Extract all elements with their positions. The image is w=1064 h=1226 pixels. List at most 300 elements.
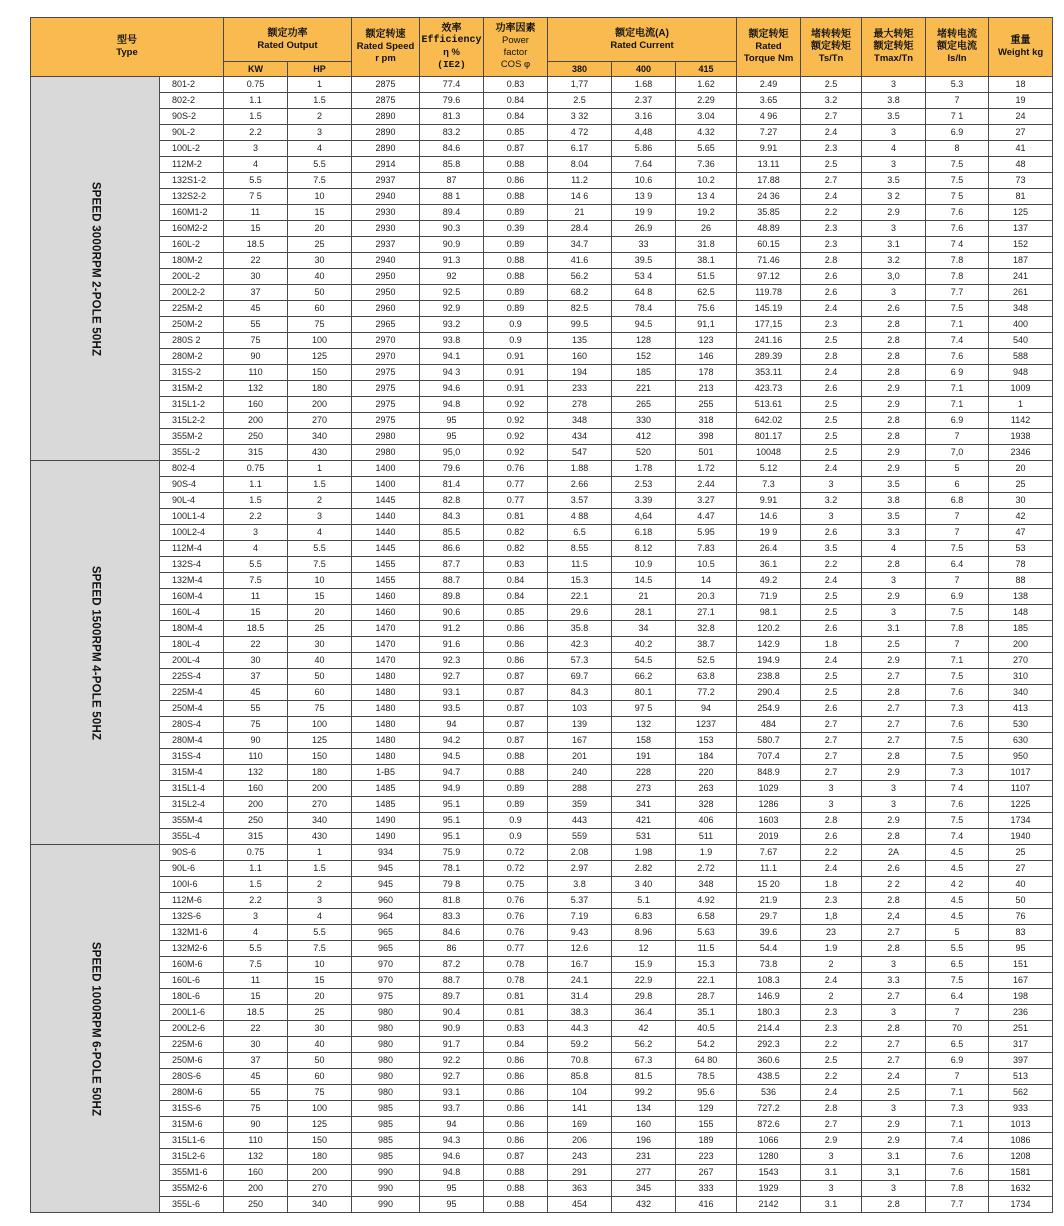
table-cell: 1 <box>288 77 352 93</box>
header-weight: 重量 Weight kg <box>989 18 1053 77</box>
table-cell: 3 <box>288 509 352 525</box>
table-cell: 37 <box>224 285 288 301</box>
motor-type-cell: 160M2-2 <box>160 221 224 237</box>
table-cell: 0.84 <box>484 93 548 109</box>
motor-type-cell: 100I-6 <box>160 877 224 893</box>
table-cell: 1.5 <box>288 477 352 493</box>
table-cell: 359 <box>548 797 612 813</box>
table-cell: 7.36 <box>676 157 737 173</box>
table-cell: 0.81 <box>484 989 548 1005</box>
table-cell: 85.8 <box>548 1069 612 1085</box>
table-cell: 0.83 <box>484 77 548 93</box>
table-cell: 81.5 <box>612 1069 676 1085</box>
table-cell: 77.4 <box>420 77 484 93</box>
table-cell: 75.9 <box>420 845 484 861</box>
speed-group-label <box>31 845 160 1213</box>
table-cell: 255 <box>676 397 737 413</box>
table-cell: 2.49 <box>737 77 801 93</box>
table-row <box>31 1037 1053 1053</box>
table-cell: 6.83 <box>612 909 676 925</box>
table-cell: 0.89 <box>484 797 548 813</box>
table-cell: 26.4 <box>737 541 801 557</box>
table-cell: 2930 <box>352 221 420 237</box>
table-cell: 2975 <box>352 381 420 397</box>
table-cell: 2.44 <box>676 477 737 493</box>
table-cell: 801.17 <box>737 429 801 445</box>
table-cell: 430 <box>288 829 352 845</box>
table-cell: 10048 <box>737 445 801 461</box>
table-cell: 1632 <box>989 1181 1053 1197</box>
table-cell: 169 <box>548 1117 612 1133</box>
table-cell: 231 <box>612 1149 676 1165</box>
table-cell: 0.72 <box>484 845 548 861</box>
table-cell: 2.3 <box>801 1005 862 1021</box>
table-cell: 153 <box>676 733 737 749</box>
table-cell: 2 <box>801 957 862 973</box>
table-cell: 3.5 <box>862 173 926 189</box>
table-cell: 270 <box>288 797 352 813</box>
table-cell: 59.2 <box>548 1037 612 1053</box>
table-cell: 1470 <box>352 621 420 637</box>
table-row <box>31 525 1053 541</box>
table-cell: 213 <box>676 381 737 397</box>
header-rated-output: 额定功率 Rated Output <box>224 18 352 62</box>
table-cell: 3 <box>862 605 926 621</box>
table-cell: 125 <box>989 205 1053 221</box>
table-row <box>31 1101 1053 1117</box>
table-cell: 94.5 <box>612 317 676 333</box>
table-cell: 123 <box>676 333 737 349</box>
table-cell: 1 <box>288 461 352 477</box>
table-cell: 1107 <box>989 781 1053 797</box>
table-cell: 7 1 <box>926 109 989 125</box>
table-row <box>31 93 1053 109</box>
table-cell: 1400 <box>352 461 420 477</box>
table-cell: 160 <box>548 349 612 365</box>
table-cell: 17.88 <box>737 173 801 189</box>
table-cell: 330 <box>612 413 676 429</box>
table-cell: 2970 <box>352 333 420 349</box>
table-cell: 7.5 <box>926 669 989 685</box>
table-cell: 0.86 <box>484 621 548 637</box>
table-cell: 7.5 <box>926 541 989 557</box>
table-cell: 0.84 <box>484 589 548 605</box>
table-cell: 94.8 <box>420 397 484 413</box>
table-cell: 22.1 <box>548 589 612 605</box>
table-cell: 64 8 <box>612 285 676 301</box>
table-cell: 200 <box>288 397 352 413</box>
table-cell: 315 <box>224 829 288 845</box>
table-cell: 0.85 <box>484 605 548 621</box>
table-cell: 4 <box>224 541 288 557</box>
table-row <box>31 269 1053 285</box>
table-row <box>31 221 1053 237</box>
table-cell: 60 <box>288 685 352 701</box>
table-cell: 0.9 <box>484 317 548 333</box>
table-cell: 85.8 <box>420 157 484 173</box>
header-efficiency: 效率 Efficiency η % (IE2) <box>420 18 484 77</box>
table-cell: 3 <box>862 1101 926 1117</box>
table-cell: 2.5 <box>548 93 612 109</box>
table-cell: 10 <box>288 573 352 589</box>
table-cell: 2.5 <box>801 445 862 461</box>
table-cell: 1480 <box>352 669 420 685</box>
table-row <box>31 285 1053 301</box>
header-hp: HP <box>288 62 352 77</box>
table-cell: 48.89 <box>737 221 801 237</box>
table-cell: 2.7 <box>801 173 862 189</box>
table-cell: 11.5 <box>548 557 612 573</box>
table-cell: 423.73 <box>737 381 801 397</box>
table-cell: 1470 <box>352 637 420 653</box>
table-cell: 3 <box>862 1005 926 1021</box>
table-row <box>31 109 1053 125</box>
table-cell: 14.5 <box>612 573 676 589</box>
table-cell: 2.6 <box>801 381 862 397</box>
table-cell: 93.2 <box>420 317 484 333</box>
table-cell: 363 <box>548 1181 612 1197</box>
table-cell: 438.5 <box>737 1069 801 1085</box>
table-cell: 77.2 <box>676 685 737 701</box>
table-cell: 40 <box>288 1037 352 1053</box>
table-cell: 0.86 <box>484 653 548 669</box>
table-cell: 4 <box>288 909 352 925</box>
table-cell: 34 <box>612 621 676 637</box>
table-cell: 26.9 <box>612 221 676 237</box>
table-cell: 980 <box>352 1069 420 1085</box>
table-row <box>31 541 1053 557</box>
motor-type-cell: 100L-2 <box>160 141 224 157</box>
table-cell: 1.5 <box>224 493 288 509</box>
table-cell: 3.1 <box>862 1149 926 1165</box>
table-cell: 288 <box>548 781 612 797</box>
table-cell: 3.5 <box>862 109 926 125</box>
table-cell: 2875 <box>352 77 420 93</box>
table-cell: 0.77 <box>484 477 548 493</box>
table-cell: 985 <box>352 1133 420 1149</box>
table-cell: 5.86 <box>612 141 676 157</box>
table-cell: 1 <box>288 845 352 861</box>
motor-type-cell: 225M-2 <box>160 301 224 317</box>
table-cell: 2.8 <box>862 829 926 845</box>
table-cell: 2875 <box>352 93 420 109</box>
table-cell: 0.86 <box>484 1053 548 1069</box>
motor-type-cell: 225S-4 <box>160 669 224 685</box>
table-cell: 7.5 <box>288 557 352 573</box>
table-cell: 2 <box>801 989 862 1005</box>
table-cell: 0.87 <box>484 685 548 701</box>
table-cell: 13 9 <box>612 189 676 205</box>
table-cell: 2.6 <box>801 269 862 285</box>
table-row <box>31 349 1053 365</box>
table-cell: 95.1 <box>420 829 484 845</box>
motor-type-cell: 801-2 <box>160 77 224 93</box>
table-cell: 3.2 <box>862 253 926 269</box>
table-cell: 7.5 <box>926 173 989 189</box>
table-cell: 7.6 <box>926 1149 989 1165</box>
table-cell: 30 <box>288 253 352 269</box>
table-cell: 536 <box>737 1085 801 1101</box>
table-cell: 39.5 <box>612 253 676 269</box>
table-cell: 4.5 <box>926 893 989 909</box>
table-cell: 54.5 <box>612 653 676 669</box>
table-row <box>31 125 1053 141</box>
table-cell: 1-B5 <box>352 765 420 781</box>
table-cell: 513.61 <box>737 397 801 413</box>
table-cell: 45 <box>224 301 288 317</box>
table-cell: 26 <box>676 221 737 237</box>
table-cell: 2.4 <box>801 301 862 317</box>
motor-type-cell: 315M-4 <box>160 765 224 781</box>
table-cell: 2.8 <box>862 1021 926 1037</box>
table-cell: 73 <box>989 173 1053 189</box>
table-cell: 70.8 <box>548 1053 612 1069</box>
table-row <box>31 1069 1053 1085</box>
table-cell: 223 <box>676 1149 737 1165</box>
table-cell: 200 <box>989 637 1053 653</box>
table-cell: 0.88 <box>484 1165 548 1181</box>
table-cell: 10 <box>288 189 352 205</box>
table-cell: 1.5 <box>224 877 288 893</box>
table-cell: 348 <box>989 301 1053 317</box>
table-cell: 15 <box>288 973 352 989</box>
speed-group-text: SPEED 1000RPM 6-POLE 50HZ <box>89 941 102 1116</box>
table-cell: 3.8 <box>862 93 926 109</box>
table-cell: 45 <box>224 1069 288 1085</box>
motor-type-cell: 90S-6 <box>160 845 224 861</box>
table-cell: 2.6 <box>862 861 926 877</box>
table-cell: 2 2 <box>862 877 926 893</box>
table-cell: 2A <box>862 845 926 861</box>
table-cell: 2.5 <box>801 333 862 349</box>
table-cell: 960 <box>352 893 420 909</box>
table-cell: 985 <box>352 1101 420 1117</box>
table-cell: 2.4 <box>801 573 862 589</box>
table-cell: 15 <box>224 221 288 237</box>
table-cell: 6.8 <box>926 493 989 509</box>
table-cell: 0.84 <box>484 109 548 125</box>
motor-type-cell: 315S-4 <box>160 749 224 765</box>
table-cell: 2.5 <box>801 669 862 685</box>
table-cell: 7.64 <box>612 157 676 173</box>
motor-type-cell: 225M-6 <box>160 1037 224 1053</box>
table-row <box>31 397 1053 413</box>
table-cell: 160 <box>224 397 288 413</box>
table-cell: 92.9 <box>420 301 484 317</box>
table-cell: 10.5 <box>676 557 737 573</box>
motor-spec-table <box>30 17 1053 1213</box>
table-cell: 2.7 <box>801 109 862 125</box>
table-cell: 0.84 <box>484 1037 548 1053</box>
table-cell: 134 <box>612 1101 676 1117</box>
table-row <box>31 173 1053 189</box>
table-cell: 2940 <box>352 189 420 205</box>
table-cell: 2.8 <box>862 413 926 429</box>
table-cell: 60.15 <box>737 237 801 253</box>
table-cell: 92.7 <box>420 1069 484 1085</box>
table-cell: 27 <box>989 125 1053 141</box>
table-cell: 3.39 <box>612 493 676 509</box>
table-cell: 87.2 <box>420 957 484 973</box>
table-cell: 727.2 <box>737 1101 801 1117</box>
table-cell: 2.7 <box>801 749 862 765</box>
table-row <box>31 621 1053 637</box>
motor-type-cell: 315L1-4 <box>160 781 224 797</box>
table-row <box>31 493 1053 509</box>
table-cell: 95.1 <box>420 797 484 813</box>
table-cell: 1490 <box>352 829 420 845</box>
header-380v: 380 <box>548 62 612 77</box>
table-cell: 3.3 <box>862 973 926 989</box>
table-cell: 20 <box>288 221 352 237</box>
table-cell: 1734 <box>989 1197 1053 1213</box>
table-cell: 160 <box>224 781 288 797</box>
table-cell: 1455 <box>352 557 420 573</box>
table-cell: 985 <box>352 1117 420 1133</box>
table-cell: 2.66 <box>548 477 612 493</box>
table-cell: 86 <box>420 941 484 957</box>
header-rated-speed: 额定转速 Rated Speed r pm <box>352 18 420 77</box>
table-cell: 3.5 <box>801 541 862 557</box>
table-cell: 2.2 <box>801 1069 862 1085</box>
table-cell: 196 <box>612 1133 676 1149</box>
table-cell: 2.4 <box>801 189 862 205</box>
table-row <box>31 1133 1053 1149</box>
table-cell: 267 <box>676 1165 737 1181</box>
table-cell: 95 <box>989 941 1053 957</box>
table-cell: 221 <box>612 381 676 397</box>
table-cell: 29.7 <box>737 909 801 925</box>
motor-type-cell: 160L-4 <box>160 605 224 621</box>
table-cell: 69.7 <box>548 669 612 685</box>
table-row <box>31 589 1053 605</box>
table-row <box>31 1197 1053 1213</box>
table-cell: 18 <box>989 77 1053 93</box>
table-cell: 94.3 <box>420 1133 484 1149</box>
table-cell: 1.8 <box>801 877 862 893</box>
table-cell: 1480 <box>352 717 420 733</box>
table-cell: 1.98 <box>612 845 676 861</box>
table-cell: 78.4 <box>612 301 676 317</box>
table-cell: 348 <box>676 877 737 893</box>
table-cell: 348 <box>548 413 612 429</box>
table-cell: 2.8 <box>862 333 926 349</box>
table-cell: 71.46 <box>737 253 801 269</box>
table-cell: 45 <box>224 685 288 701</box>
table-row <box>31 845 1053 861</box>
table-row <box>31 413 1053 429</box>
table-cell: 145.19 <box>737 301 801 317</box>
table-cell: 5.65 <box>676 141 737 157</box>
table-cell: 152 <box>612 349 676 365</box>
table-cell: 3 <box>801 781 862 797</box>
table-cell: 241 <box>989 269 1053 285</box>
motor-type-cell: 355M-4 <box>160 813 224 829</box>
table-cell: 7 <box>926 573 989 589</box>
table-cell: 88 1 <box>420 189 484 205</box>
table-cell: 3,1 <box>862 1165 926 1181</box>
table-cell: 990 <box>352 1181 420 1197</box>
table-cell: 148 <box>989 605 1053 621</box>
table-cell: 2.5 <box>801 397 862 413</box>
table-cell: 5.5 <box>224 557 288 573</box>
table-cell: 5.5 <box>288 157 352 173</box>
table-cell: 2.2 <box>801 557 862 573</box>
table-cell: 220 <box>676 765 737 781</box>
table-cell: 2950 <box>352 285 420 301</box>
table-cell: 3.5 <box>862 477 926 493</box>
table-cell: 88 <box>989 573 1053 589</box>
table-cell: 0.77 <box>484 493 548 509</box>
table-cell: 177,15 <box>737 317 801 333</box>
motor-type-cell: 180L-4 <box>160 637 224 653</box>
table-cell: 7.8 <box>926 1181 989 1197</box>
table-cell: 2980 <box>352 429 420 445</box>
motor-type-cell: 200L-4 <box>160 653 224 669</box>
table-cell: 3 <box>862 221 926 237</box>
table-cell: 5.5 <box>288 541 352 557</box>
table-cell: 80.1 <box>612 685 676 701</box>
table-cell: 2.8 <box>862 893 926 909</box>
table-cell: 194.9 <box>737 653 801 669</box>
table-cell: 32.8 <box>676 621 737 637</box>
table-cell: 2.7 <box>862 701 926 717</box>
table-cell: 132 <box>612 717 676 733</box>
table-cell: 0.76 <box>484 461 548 477</box>
table-cell: 138 <box>989 589 1053 605</box>
table-cell: 454 <box>548 1197 612 1213</box>
speed-group-label <box>31 461 160 845</box>
table-cell: 1013 <box>989 1117 1053 1133</box>
table-cell: 44.3 <box>548 1021 612 1037</box>
table-cell: 4 72 <box>548 125 612 141</box>
table-cell: 97.12 <box>737 269 801 285</box>
table-cell: 137 <box>989 221 1053 237</box>
motor-type-cell: 315L1-6 <box>160 1133 224 1149</box>
table-cell: 2.2 <box>224 125 288 141</box>
table-row <box>31 717 1053 733</box>
motor-type-cell: 200L1-6 <box>160 1005 224 1021</box>
table-cell: 980 <box>352 1085 420 1101</box>
table-cell: 0.86 <box>484 637 548 653</box>
table-cell: 0.89 <box>484 237 548 253</box>
table-cell: 1581 <box>989 1165 1053 1181</box>
motor-type-cell: 280S-4 <box>160 717 224 733</box>
table-cell: 0.89 <box>484 781 548 797</box>
table-cell: 406 <box>676 813 737 829</box>
table-cell: 2.7 <box>862 1053 926 1069</box>
table-cell: 0.81 <box>484 509 548 525</box>
table-cell: 6.9 <box>926 413 989 429</box>
table-cell: 34.7 <box>548 237 612 253</box>
table-cell: 88.7 <box>420 973 484 989</box>
table-cell: 7.19 <box>548 909 612 925</box>
table-cell: 75 <box>224 1101 288 1117</box>
table-cell: 10.2 <box>676 173 737 189</box>
table-cell: 345 <box>612 1181 676 1197</box>
table-cell: 0.88 <box>484 269 548 285</box>
table-cell: 30 <box>288 637 352 653</box>
table-cell: 108.3 <box>737 973 801 989</box>
table-cell: 2.82 <box>612 861 676 877</box>
table-cell: 2 <box>288 109 352 125</box>
table-cell: 139 <box>548 717 612 733</box>
table-cell: 2.4 <box>801 461 862 477</box>
table-cell: 91.7 <box>420 1037 484 1053</box>
table-cell: 180.3 <box>737 1005 801 1021</box>
motor-type-cell: 280S-6 <box>160 1069 224 1085</box>
table-row <box>31 1053 1053 1069</box>
